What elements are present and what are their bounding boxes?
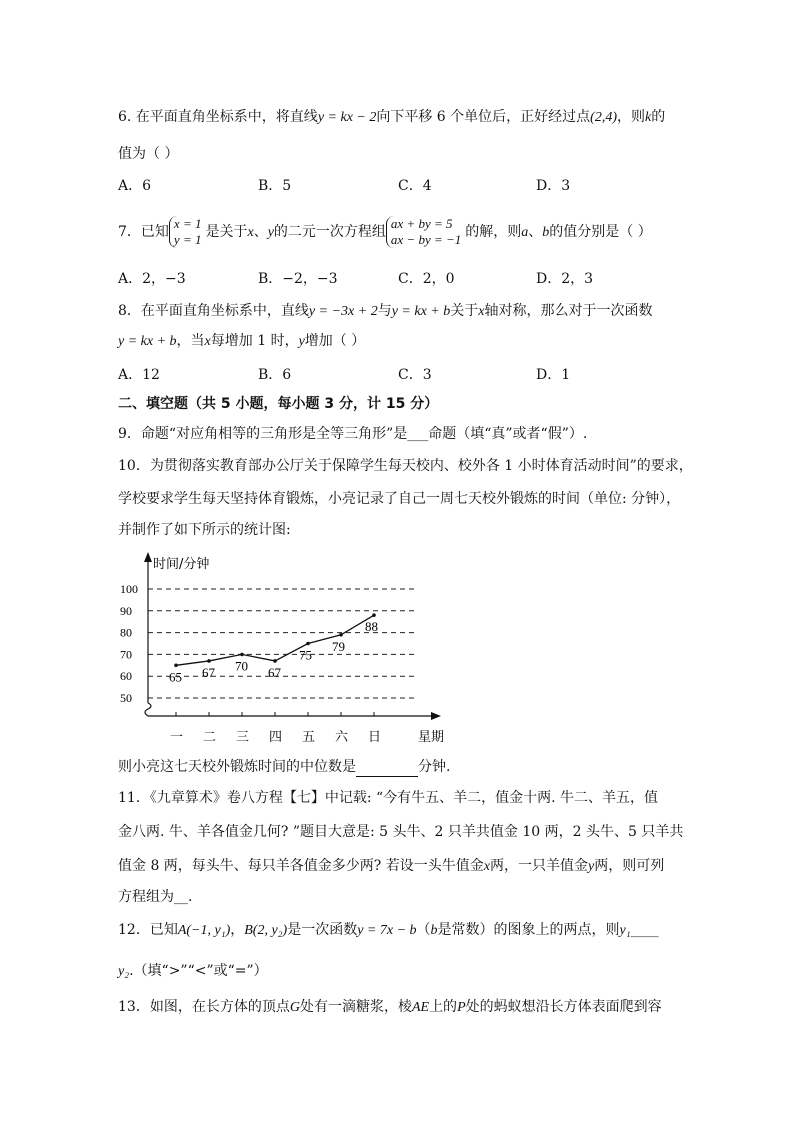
y-tick-100: 100: [120, 582, 138, 596]
q6-suffix: ，则: [617, 109, 645, 125]
q8-line2-mid2: 每增加 1 时，: [210, 333, 299, 349]
q13-AE: AE: [411, 1000, 430, 1015]
q6-k: k: [645, 110, 652, 125]
x-tick-label-2: 三: [236, 730, 250, 745]
data-label-0: 65: [169, 669, 182, 685]
q10-line1: 10．为贯彻落实教育部办公厅关于保障学生每天校内、校外各 1 小时体育活动时间”的要求，: [118, 458, 693, 474]
q11-line3-suffix: 两，则可列: [594, 858, 665, 874]
q7-sep2: 、: [528, 224, 543, 240]
x-tick-label-1: 二: [203, 730, 217, 745]
q8-option-a: A．12: [118, 367, 160, 383]
data-label-3: 67: [268, 664, 281, 680]
chart-grid: [148, 589, 415, 698]
chart-y-ticks: [120, 582, 138, 705]
x-tick-label-0: 一: [170, 730, 184, 745]
data-label-2: 70: [235, 658, 248, 674]
q13-mid2: 上的: [429, 999, 458, 1015]
q8-mid2: 关于: [450, 303, 479, 319]
q6-line1: [118, 107, 665, 128]
q13-G: G: [289, 1000, 300, 1015]
data-label-1: 67: [202, 664, 215, 680]
q12-paren: （: [416, 922, 431, 938]
q6-point: (2,4): [590, 110, 617, 125]
q8-line2-mid: ，当: [176, 333, 205, 349]
q8-line2: [118, 331, 365, 352]
q10-answer-blank[interactable]: [356, 760, 418, 777]
q8-options: [118, 364, 718, 384]
q7-sys1-a: x = 1: [173, 216, 202, 231]
q12-line2-text: .（填“>”“<”或“=”）: [129, 963, 268, 979]
q8-prefix: 8．在平面直角坐标系中，直线: [118, 303, 309, 319]
q7-mid2: 的二元一次方程组: [273, 224, 386, 240]
q8-suffix: 轴对称，那么对于一次函数: [484, 303, 653, 319]
x-tick-label-5: 六: [335, 730, 349, 745]
q12-y2: y₂: [118, 964, 130, 979]
chart-x-axis-label: 星期: [418, 730, 445, 745]
q7-mid3: 的解，则: [465, 224, 522, 240]
q7-sys1-b: y = 1: [173, 232, 202, 247]
q7-option-b: B．−2，−3: [258, 271, 338, 287]
q13-prefix: 13．如图，在长方体的顶点: [118, 999, 290, 1015]
q13-mid: 处有一滴糖浆，棱: [299, 999, 412, 1015]
q7-system-solution: [169, 216, 206, 248]
q8-line1: [118, 301, 652, 322]
q8-x: x: [478, 304, 485, 319]
q7-sys2-b: ax − by = −1: [390, 232, 462, 247]
q7-mid1: 是关于: [205, 224, 248, 240]
chart-axes: [144, 552, 441, 720]
y-tick-50: 50: [120, 691, 132, 705]
q11-line3: [118, 856, 664, 877]
x-axis-arrow: [431, 712, 441, 720]
q7-line: [118, 214, 652, 251]
x-tick-label-3: 四: [269, 730, 283, 745]
q8-expr1: y = −3x + 2: [308, 304, 378, 319]
x-tick-label-4: 五: [302, 730, 316, 745]
q12-mid2: 是常数）的图象上的两点，则: [437, 922, 620, 938]
q7-sys2-a: ax + by = 5: [390, 216, 453, 231]
y-tick-80: 80: [120, 625, 132, 640]
y-axis-break: [145, 703, 151, 716]
q11-x: x: [483, 859, 490, 874]
q12-point-a: A(−1, y₁): [177, 923, 231, 938]
q11-y: y: [587, 859, 595, 874]
data-label-6: 88: [365, 619, 378, 635]
chart-y-axis-label: 时间/分钟: [153, 557, 210, 572]
q8-option-c: C．3: [398, 367, 432, 383]
q7-option-c: C．2，0: [398, 271, 455, 287]
q12-b: b: [430, 923, 438, 938]
q9-text: 9．命题“对应角相等的三角形是全等三角形”是___命题（填“真”或者“假”）.: [118, 426, 588, 442]
q7-var-y: y: [267, 225, 274, 240]
data-point-1: [207, 659, 211, 663]
q8-expr2: y = kx + b: [391, 304, 451, 319]
q6-option-a: A．6: [118, 178, 152, 194]
q7-option-a: A．2，−3: [118, 271, 186, 287]
data-point-4: [306, 642, 310, 646]
data-label-4: 75: [299, 647, 312, 663]
q11-line1: 11．《九章算术》卷八方程【七】中记载: “今有牛五、羊二，值金十两. 牛二、羊五，值: [118, 790, 659, 806]
q8-line2-suffix: 增加（ ）: [304, 333, 366, 349]
q7-sep1: 、: [253, 224, 268, 240]
chart-data-labels: [169, 619, 378, 684]
q6-expr: y = kx − 2: [317, 110, 377, 125]
q6-prefix: 6. 在平面直角坐标系中，将直线: [118, 109, 318, 125]
q12-mid: 是一次函数: [287, 922, 358, 938]
q7-system-equations: [386, 216, 465, 248]
q8-mid: 与: [377, 303, 392, 319]
q11-line2: 金八两. 牛、羊各值金几何? ”题目大意是: 5 头牛、2 只羊共值金 10 两，2 头牛、5 只羊共: [118, 824, 684, 840]
q7-options: [118, 268, 718, 288]
q8-option-d: D．1: [536, 367, 571, 383]
data-point-6: [372, 613, 376, 617]
data-point-0: [174, 664, 178, 668]
q7-var-x: x: [247, 225, 254, 240]
data-label-5: 79: [332, 638, 345, 654]
y-tick-70: 70: [120, 647, 132, 662]
data-point-3: [273, 659, 277, 663]
y-tick-60: 60: [120, 669, 132, 684]
q11-line4: 方程组为__.: [118, 889, 193, 905]
x-tick-label-6: 日: [368, 730, 382, 745]
q13-suffix: 处的蚂蚁想沿长方体表面爬到容: [465, 999, 662, 1015]
q11-line3-prefix: 值金 8 两，每头牛、每只羊各值金多少两? 若设一头牛值金: [118, 858, 484, 874]
q12-blank[interactable]: ____: [630, 922, 659, 938]
q8-line2-x: x: [204, 334, 211, 349]
chart-x-ticks: [170, 712, 381, 745]
data-point-5: [339, 633, 343, 637]
q12-line1: [118, 920, 659, 941]
q6-option-b: B．5: [258, 178, 292, 194]
y-axis-arrow: [144, 552, 152, 562]
q8-option-b: B．6: [258, 367, 292, 383]
section-2-title: 二、填空题（共 5 小题，每小题 3 分，计 15 分）: [118, 396, 439, 412]
q12-y1: y₁: [619, 923, 631, 938]
q7-suffix: 的值分别是（ ）: [549, 224, 652, 240]
q7-option-d: D．2，3: [536, 271, 594, 287]
q10-after: [118, 757, 450, 777]
q7-prefix: 7．已知: [118, 224, 169, 240]
q6-options: [118, 175, 718, 195]
q12-prefix: 12．已知: [118, 922, 178, 938]
y-tick-90: 90: [120, 603, 132, 618]
q10-line2: 学校要求学生每天坚持体育锻炼，小亮记录了自己一周七天校外锻炼的时间（单位: 分钟），: [118, 491, 681, 507]
q10-after-suffix: 分钟.: [418, 759, 451, 775]
q13-P: P: [457, 1000, 466, 1015]
q10-line3: 并制作了如下所示的统计图:: [118, 522, 291, 538]
q8-line2-y: y: [298, 334, 305, 349]
q7-var-a: a: [521, 225, 529, 240]
q12-line2: [118, 961, 268, 982]
q13-line1: [118, 997, 662, 1018]
q6-end: 的: [651, 109, 666, 125]
data-point-2: [240, 653, 244, 657]
q6-option-d: D．3: [536, 178, 571, 194]
q6-option-c: C．4: [398, 178, 432, 194]
q12-sep: ，: [230, 922, 245, 938]
q8-line2-expr: y = kx + b: [118, 334, 177, 349]
q10-after-prefix: 则小亮这七天校外锻炼时间的中位数是: [118, 759, 356, 775]
q6-mid: 向下平移 6 个单位后，正好经过点: [376, 109, 591, 125]
exercise-time-line-chart: [115, 548, 455, 748]
q12-point-b: B(2, y₂): [244, 923, 288, 938]
q7-var-b: b: [542, 225, 550, 240]
q12-func: y = 7x − b: [357, 923, 417, 938]
chart-series: [174, 613, 376, 667]
q11-line3-mid: 两，一只羊值金: [489, 858, 588, 874]
q6-line2: 值为（ ）: [118, 146, 179, 162]
